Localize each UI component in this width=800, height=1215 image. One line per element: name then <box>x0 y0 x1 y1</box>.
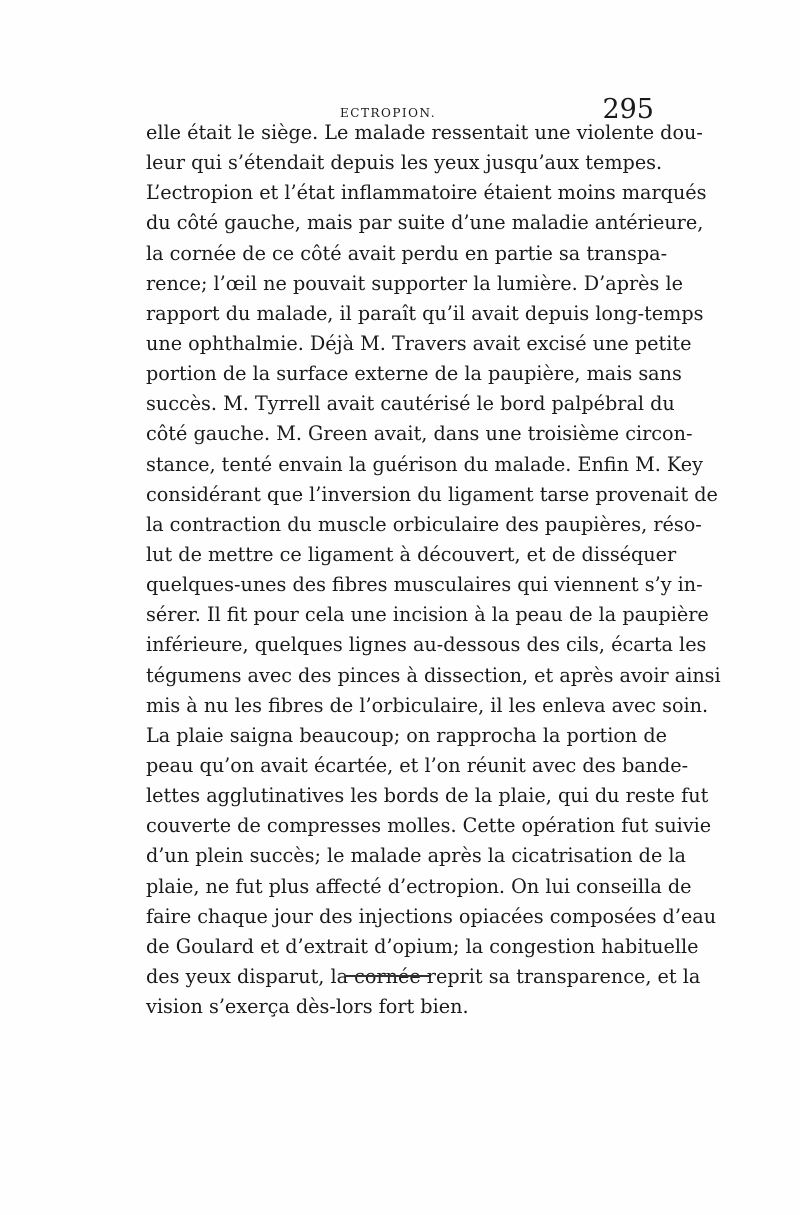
text-line: lut de mettre ce ligament à découvert, et de disséquer <box>146 542 677 566</box>
section-rule <box>345 975 430 977</box>
text-line: tégumens avec des pinces à dissection, et après avoir ainsi <box>146 663 721 687</box>
running-title: ECTROPION. <box>340 106 437 120</box>
text-line: faire chaque jour des injections opiacées composées d’eau <box>146 904 717 928</box>
text-line: la contraction du muscle orbiculaire des paupières, réso- <box>146 512 702 536</box>
text-line: inférieure, quelques lignes au-dessous des cils, écarta les <box>146 633 707 657</box>
text-line: la cornée de ce côté avait perdu en partie sa transpa- <box>146 241 668 265</box>
text-line: peau qu’on avait écartée, et l’on réunit avec des bande- <box>146 753 689 777</box>
text-line: L’ectropion et l’état inflammatoire étaient moins marqués <box>146 181 707 205</box>
text-line: côté gauche. M. Green avait, dans une troisième circon- <box>146 422 693 446</box>
text-line: La plaie saigna beaucoup; on rapprocha la portion de <box>146 723 667 747</box>
text-line: couverte de compresses molles. Cette opération fut suivie <box>146 814 712 838</box>
body-text <box>146 118 721 1022</box>
text-line: une ophthalmie. Déjà M. Travers avait excisé une petite <box>146 331 692 355</box>
text-line: sérer. Il fit pour cela une incision à la peau de la paupière <box>146 603 709 627</box>
text-line: quelques-unes des fibres musculaires qui viennent s’y in- <box>146 573 703 597</box>
text-line: succès. M. Tyrrell avait cautérisé le bord palpébral du <box>146 392 675 416</box>
text-line: plaie, ne fut plus affecté d’ectropion. On lui conseilla de <box>146 874 692 898</box>
text-line: stance, tenté envain la guérison du malade. Enfin M. Key <box>146 452 703 476</box>
text-line: d’un plein succès; le malade après la cicatrisation de la <box>146 844 686 868</box>
text-line: elle était le siège. Le malade ressentait une violente dou- <box>146 121 703 144</box>
text-line: de Goulard et d’extrait d’opium; la congestion habituelle <box>146 934 699 958</box>
text-line: portion de la surface externe de la paupière, mais sans <box>146 362 682 386</box>
text-line: lettes agglutinatives les bords de la plaie, qui du reste fut <box>146 784 709 808</box>
text-line: mis à nu les fibres de l’orbiculaire, il les enleva avec soin. <box>146 693 709 717</box>
text-line: du côté gauche, mais par suite d’une maladie antérieure, <box>146 211 704 235</box>
text-line: considérant que l’inversion du ligament tarse provenait de <box>146 482 718 506</box>
text-line: des yeux disparut, la cornée reprit sa transparence, et la <box>146 964 701 988</box>
page-number: 295 <box>602 94 654 125</box>
text-line: rence; l’œil ne pouvait supporter la lumière. D’après le <box>146 271 683 295</box>
text-line: rapport du malade, il paraît qu’il avait depuis long-temps <box>146 301 704 325</box>
text-line: leur qui s’étendait depuis les yeux jusqu’aux tempes. <box>146 151 663 175</box>
text-line-final: vision s’exerça dès-lors fort bien. <box>146 995 469 1019</box>
